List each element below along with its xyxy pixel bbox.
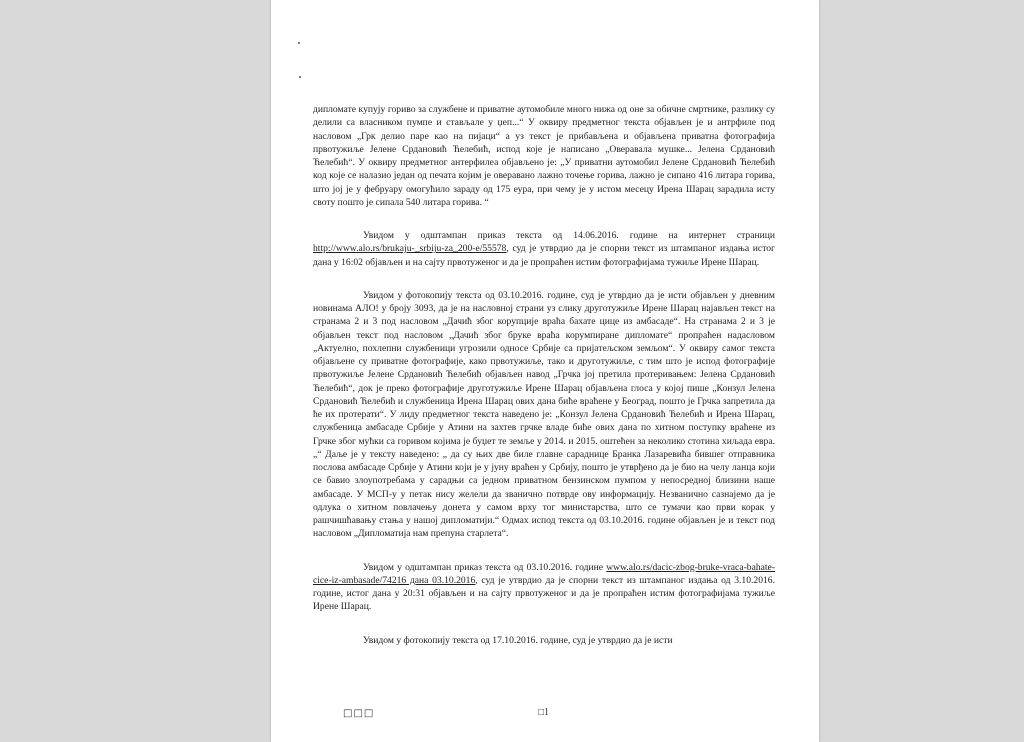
scan-speck (299, 76, 301, 78)
paragraph-3-text: Увидом у фотокопију текста од 03.10.2016. године, суд је утврдио да је исти објављен у дневним новинама АЛО! у броју 3093, да је на насловној страни уз слику друготужиље Ирене Шарац најављен текст на странама 2 и 3 под насловом „Дачић због корупције враћа бахате цице из амбасаде“. На странама 2 и 3 је објављен текст под насловом „Дачић због бруке враћа корумпиране дипломате“ пропраћен надасловом „Актуелно, похлепни службеници угрозили односе Србије са пријатељском земљом“. У оквиру самог текста објављене су приватне фотографије, како првотужиље, тако и другoтужиље, с тим што је испод фотографије првотужиље Јелене Срдановић Ћелебић објављен навод „Грчка јој претила протеривањем: Јелена Срдановић Ћелебић“, док је преко фотографије друготужиље Ирене Шарац објављена глоса у којој пише „Конзул Јелена Срдановић Ћелебић и службеница Ирена Шарац ових дана биће враћене у Београд, пошто је Грчка запретила да ће их протерати“. У лиду предметног текста наведено је: „Конзул Јелена Срдановић Ћелебић и Ирена Шарац, службеница амбасаде Србије у Атини на захтев грчке владе биће ових дана по хитном поступку враћене из Грчке због мућки са горивом којима је буџет те земље у 2014. и 2015. оштећен за неколико стотина хиљада евра. „“ Даље је у тексту наведено: „ да су њих две биле главне сараднице Бранка Лазаревића бившег отправника послова амбасаде Србије у Атини који је у јуну враћен у Србију, пошто је утврђено да је био на челу ланца који се бавио злоупотребама у сарадњи са једном приватном бензинском пумпом у непосредној близини наше амбасаде. У МСП-у у петак нису желели да званично потврде ову информацију. Незванично сазнајемо да је одлука о хитном повлачењу донета у самом врху тог министарства, што се тумачи као први корак у рашчишћавању стања у нашој дипломатији.“ Одмах испод текста од 03.10.2016. године објављен је и текст под насловом „Дипломатија нам препуна старлета“. (313, 289, 775, 540)
paragraph-2 (313, 229, 775, 269)
footer-placeholder-glyphs: □□□ (343, 708, 375, 719)
article-link-1[interactable]: http://www.alo.rs/brukaju-_srbiju-za_200-e/55578 (313, 243, 507, 255)
paragraph-5 (313, 634, 775, 647)
paragraph-4-text-start: Увидом у одштампан приказ текста од 03.10.2016. године (363, 561, 607, 573)
paragraph-3 (313, 289, 775, 541)
paragraph-1 (313, 103, 775, 209)
paragraph-4-text-end: , суд је утврдио да је спорни текст из штампаног издања од 3.10.2016. године, истог дана у 20:31 објављен и на сајту првотуженог и да је пропраћен истим фотографијама тужиље Ирене Шарац. (313, 574, 775, 613)
paragraph-5-text: Увидом у фотокопију текста од 17.10.2016. године, суд је утврдио да је исти (363, 634, 673, 646)
document-body (313, 103, 775, 647)
paragraph-4 (313, 561, 775, 614)
scan-speck (298, 42, 300, 44)
paragraph-2-text-start: Увидом у одштампан приказ текста од 14.06.2016. године на интернет страници (363, 230, 775, 241)
document-page (271, 0, 819, 742)
paragraph-2-text-end: , суд је утврдио да је спорни текст из штампаног издања истог дана у 16:02 објављен и на сајту првотуженог и да је пропраћен истим фотографијама тужиље Ирене Шарац. (313, 243, 775, 268)
paragraph-1-text: дипломате купују гориво за службене и приватне аутомобиле много нижа од оне за обичне смртнике, разлику су делили са власником пумпе и стављале у џеп...“ У оквиру предметног текста објављен је и антрфиле под насловом „Грк делио паре као на пијаци“ а уз текст је прибављена и објављена приватна фотографија првотужиље Јелене Срдановић Ћелебић, испод које је написано „Оверавала мушке... Јелена Срдановић Ћелебић“. У оквиру предметног антерфилеа објављено је: „У приватни аутомобил Јелене Срдановић Ћелебић код које се налазио један од печата којим је оверавано лажно точење горива, лажно је сипано 416 литара горива, што јој је у фебруару омогућило зараду од 175 еура, при чему је у истом месецу Ирена Шарац зарадила исту своту пошто је сипала 540 литара горива. “ (313, 104, 775, 208)
article-link-2[interactable]: www.alo.rs/dacic-zbog-bruke-vraca-bahate-cice-iz-ambasade/74216 дана 03.10.2016 (313, 561, 775, 586)
page-number: □1 (538, 707, 550, 718)
